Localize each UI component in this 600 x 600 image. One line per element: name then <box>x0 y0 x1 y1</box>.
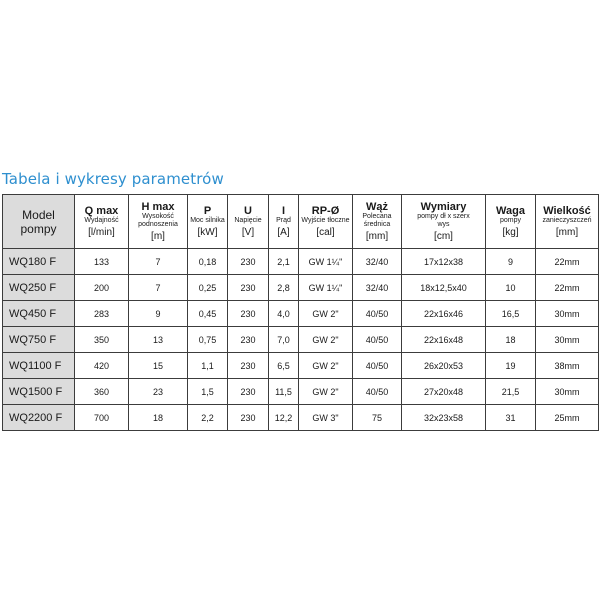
header-dimensions-sub: pompy dł x szerx wys <box>417 212 470 228</box>
cell-outlet: GW 2" <box>299 327 353 353</box>
cell-weight: 10 <box>486 275 536 301</box>
cell-voltage: 230 <box>228 379 269 405</box>
header-weight <box>486 195 536 249</box>
table-row <box>3 327 599 353</box>
table-row <box>3 249 599 275</box>
cell-hose: 32/40 <box>353 249 402 275</box>
header-model <box>3 195 75 249</box>
header-current <box>269 195 299 249</box>
cell-dimensions: 18x12,5x40 <box>402 275 486 301</box>
header-particle-size-sub: zanieczyszczeń <box>542 216 592 224</box>
cell-weight: 19 <box>486 353 536 379</box>
cell-outlet: GW 3" <box>299 405 353 431</box>
cell-q-max: 420 <box>75 353 129 379</box>
cell-current: 7,0 <box>269 327 299 353</box>
cell-power: 1,5 <box>188 379 228 405</box>
cell-current: 2,1 <box>269 249 299 275</box>
cell-voltage: 230 <box>228 301 269 327</box>
header-model-unit: pompy <box>20 221 57 236</box>
cell-hose: 40/50 <box>353 353 402 379</box>
cell-power: 0,75 <box>188 327 228 353</box>
table-row <box>3 405 599 431</box>
header-hose-sub: Polecana średnica <box>362 212 392 228</box>
cell-weight: 31 <box>486 405 536 431</box>
cell-voltage: 230 <box>228 353 269 379</box>
cell-current: 12,2 <box>269 405 299 431</box>
cell-h-max: 18 <box>129 405 188 431</box>
header-power <box>188 195 228 249</box>
cell-outlet: GW 2" <box>299 353 353 379</box>
cell-particle-size: 30mm <box>536 379 599 405</box>
cell-dimensions: 22x16x48 <box>402 327 486 353</box>
header-particle-size <box>536 195 599 249</box>
header-q-max-sub: Wydajność <box>84 216 119 224</box>
header-h-max-name: H max <box>141 200 175 213</box>
model-cell: WQ750 F <box>3 327 75 353</box>
header-voltage-sub: Napięcie <box>234 216 262 224</box>
cell-weight: 21,5 <box>486 379 536 405</box>
cell-weight: 16,5 <box>486 301 536 327</box>
cell-particle-size: 25mm <box>536 405 599 431</box>
table-row <box>3 301 599 327</box>
cell-dimensions: 26x20x53 <box>402 353 486 379</box>
cell-hose: 40/50 <box>353 379 402 405</box>
cell-voltage: 230 <box>228 249 269 275</box>
model-cell: WQ180 F <box>3 249 75 275</box>
cell-particle-size: 30mm <box>536 301 599 327</box>
cell-particle-size: 22mm <box>536 275 599 301</box>
header-dimensions <box>402 195 486 249</box>
model-cell: WQ250 F <box>3 275 75 301</box>
header-current-name: I <box>281 204 286 217</box>
cell-q-max: 350 <box>75 327 129 353</box>
cell-h-max: 15 <box>129 353 188 379</box>
header-particle-size-unit: [mm] <box>555 226 579 238</box>
cell-q-max: 133 <box>75 249 129 275</box>
table-row <box>3 379 599 405</box>
header-weight-sub: pompy <box>499 216 521 224</box>
cell-outlet: GW 1¼" <box>299 249 353 275</box>
header-h-max-sub: Wysokość podnoszenia <box>138 212 178 228</box>
header-voltage <box>228 195 269 249</box>
header-power-sub: Moc silnika <box>190 216 225 224</box>
header-weight-unit: [kg] <box>502 226 519 238</box>
header-power-unit: [kW] <box>197 226 218 238</box>
cell-power: 1,1 <box>188 353 228 379</box>
header-dimensions-name: Wymiary <box>420 200 467 213</box>
header-h-max-unit: [m] <box>151 230 165 242</box>
cell-outlet: GW 2" <box>299 379 353 405</box>
header-voltage-name: U <box>244 204 252 217</box>
header-q-max-unit: [l/min] <box>88 226 115 238</box>
cell-dimensions: 22x16x46 <box>402 301 486 327</box>
header-hose-unit: [mm] <box>365 230 389 242</box>
header-q-max-name: Q max <box>84 204 119 217</box>
cell-h-max: 7 <box>129 249 188 275</box>
cell-h-max: 9 <box>129 301 188 327</box>
cell-dimensions: 32x23x58 <box>402 405 486 431</box>
cell-particle-size: 22mm <box>536 249 599 275</box>
cell-h-max: 13 <box>129 327 188 353</box>
table-row <box>3 275 599 301</box>
header-outlet-unit: [cal] <box>316 226 335 238</box>
table-row <box>3 353 599 379</box>
header-particle-size-name: Wielkość <box>543 204 591 217</box>
cell-h-max: 23 <box>129 379 188 405</box>
cell-power: 2,2 <box>188 405 228 431</box>
cell-particle-size: 38mm <box>536 353 599 379</box>
model-cell: WQ1100 F <box>3 353 75 379</box>
header-outlet <box>299 195 353 249</box>
cell-power: 0,25 <box>188 275 228 301</box>
cell-hose: 40/50 <box>353 327 402 353</box>
cell-current: 6,5 <box>269 353 299 379</box>
header-current-sub: Prąd <box>276 216 291 224</box>
header-outlet-sub: Wyjście tłoczne <box>301 216 350 224</box>
cell-current: 4,0 <box>269 301 299 327</box>
cell-hose: 75 <box>353 405 402 431</box>
cell-q-max: 200 <box>75 275 129 301</box>
header-dimensions-unit: [cm] <box>434 230 453 242</box>
cell-q-max: 360 <box>75 379 129 405</box>
header-hose <box>353 195 402 249</box>
cell-q-max: 283 <box>75 301 129 327</box>
cell-weight: 9 <box>486 249 536 275</box>
cell-dimensions: 17x12x38 <box>402 249 486 275</box>
cell-voltage: 230 <box>228 405 269 431</box>
parameters-table <box>2 194 599 431</box>
page-title: Tabela i wykresy parametrów <box>2 170 224 188</box>
model-cell: WQ450 F <box>3 301 75 327</box>
cell-voltage: 230 <box>228 327 269 353</box>
cell-voltage: 230 <box>228 275 269 301</box>
header-model-name: Model <box>22 207 55 222</box>
cell-hose: 32/40 <box>353 275 402 301</box>
cell-dimensions: 27x20x48 <box>402 379 486 405</box>
cell-outlet: GW 1¼" <box>299 275 353 301</box>
cell-current: 11,5 <box>269 379 299 405</box>
cell-h-max: 7 <box>129 275 188 301</box>
header-h-max <box>129 195 188 249</box>
model-cell: WQ1500 F <box>3 379 75 405</box>
cell-particle-size: 30mm <box>536 327 599 353</box>
header-hose-name: Wąż <box>366 200 388 213</box>
cell-power: 0,18 <box>188 249 228 275</box>
header-weight-name: Waga <box>496 204 525 217</box>
header-voltage-unit: [V] <box>241 226 255 238</box>
cell-current: 2,8 <box>269 275 299 301</box>
model-cell: WQ2200 F <box>3 405 75 431</box>
header-q-max <box>75 195 129 249</box>
header-power-name: P <box>203 204 212 217</box>
cell-power: 0,45 <box>188 301 228 327</box>
cell-q-max: 700 <box>75 405 129 431</box>
cell-outlet: GW 2" <box>299 301 353 327</box>
cell-hose: 40/50 <box>353 301 402 327</box>
header-outlet-name: RP-Ø <box>311 204 340 217</box>
cell-weight: 18 <box>486 327 536 353</box>
header-current-unit: [A] <box>277 226 290 238</box>
